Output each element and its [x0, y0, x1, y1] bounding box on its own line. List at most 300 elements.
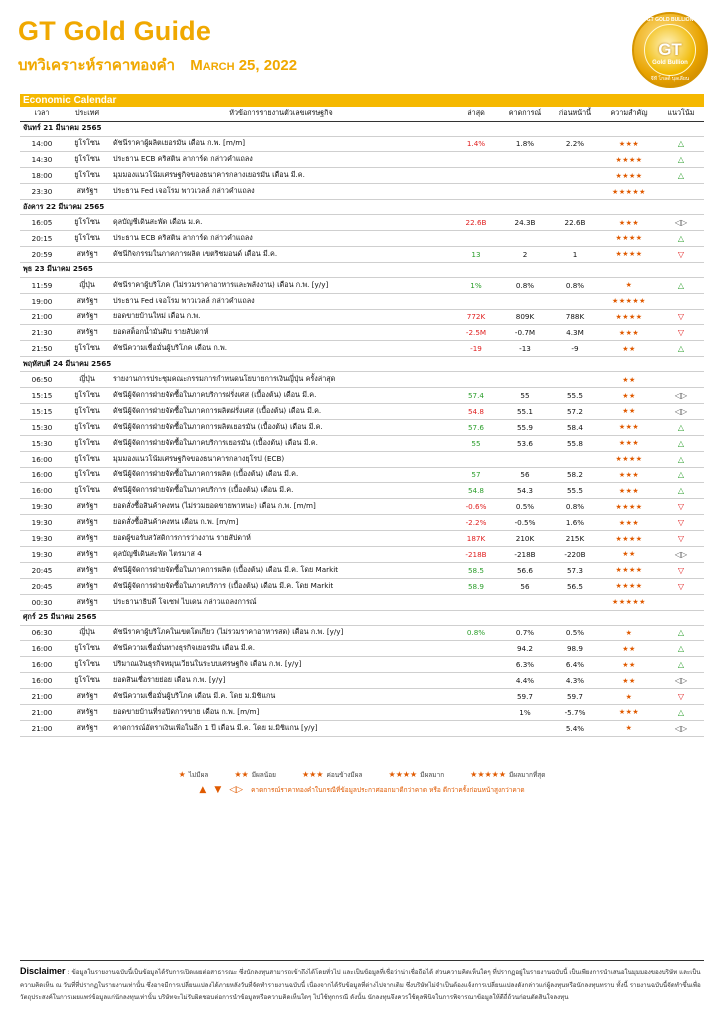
report-subtitle [18, 53, 708, 77]
event-importance-stars: ★★★★ [600, 451, 658, 467]
event-actual [452, 720, 500, 736]
event-country: ยูโรโซน [64, 168, 110, 184]
event-actual [452, 293, 500, 309]
event-importance-stars: ★★★★ [600, 578, 658, 594]
event-country: ยูโรโซน [64, 641, 110, 657]
report-header [18, 16, 708, 86]
event-forecast: 809K [500, 309, 550, 325]
event-importance-stars: ★★★★★ [600, 184, 658, 200]
event-previous: 0.8% [550, 277, 600, 293]
col-actual: ล่าสุด [452, 107, 500, 121]
event-previous: 55.5 [550, 388, 600, 404]
event-title: ดัชนีราคาผู้ผลิตเยอรมัน เดือน ก.พ. [m/m] [110, 136, 452, 152]
trend-neutral-icon: ◁▷ [674, 676, 688, 686]
event-time: 14:30 [20, 152, 64, 168]
event-trend [658, 578, 704, 594]
event-country: สหรัฐฯ [64, 325, 110, 341]
event-previous: 215K [550, 531, 600, 547]
trend-up-icon: △ [677, 707, 685, 717]
trend-down-icon: ▽ [677, 249, 685, 259]
event-time: 20:45 [20, 578, 64, 594]
event-time: 16:00 [20, 467, 64, 483]
trend-down-icon: ▽ [677, 502, 685, 512]
legend-stars: ★★ [234, 770, 249, 779]
event-previous: 4.3% [550, 673, 600, 689]
event-title: ดัชนีผู้จัดการฝ่ายจัดซื้อในภาคการผลิตเยอรมัน (เบื้องต้น) เดือน มี.ค. [110, 419, 452, 435]
event-trend [658, 230, 704, 246]
trend-up-icon: △ [677, 171, 685, 181]
report-title: GT Gold Guide [18, 16, 212, 46]
logo-ring-bottom: จีที โกลด์ บุลเลียน [650, 76, 690, 82]
event-trend [658, 467, 704, 483]
trend-neutral-icon: ◁▷ [674, 391, 688, 401]
event-previous [550, 230, 600, 246]
trend-neutral-icon: ◁▷ [674, 406, 688, 416]
col-importance: ความสำคัญ [600, 107, 658, 121]
event-country: ยูโรโซน [64, 341, 110, 357]
event-actual [452, 689, 500, 705]
event-trend [658, 483, 704, 499]
trend-up-icon: △ [677, 628, 685, 638]
trend-down-icon: ▽ [677, 312, 685, 322]
event-previous: 22.6B [550, 215, 600, 231]
event-previous: -220B [550, 546, 600, 562]
subtitle-thai: บทวิเคราะห์ราคาทองคำ [18, 56, 176, 74]
event-previous: 2.2% [550, 136, 600, 152]
event-previous [550, 372, 600, 388]
trend-neutral-icon: ◁▷ [674, 218, 688, 227]
event-actual: 54.8 [452, 483, 500, 499]
event-title: ดัชนีผู้จัดการฝ่ายจัดซื้อในภาคบริการ (เบื้องต้น) เดือน มี.ค. โดย Markit [110, 578, 452, 594]
event-trend [658, 388, 704, 404]
event-previous [550, 184, 600, 200]
trend-down-icon: ▽ [677, 518, 685, 528]
event-importance-stars: ★★★★ [600, 562, 658, 578]
event-importance-stars: ★★★ [600, 435, 658, 451]
event-time: 15:15 [20, 388, 64, 404]
event-country: ญี่ปุ่น [64, 277, 110, 293]
event-time: 19:30 [20, 499, 64, 515]
event-title: รายงานการประชุมคณะกรรมการกำหนดนโยบายการเงินญี่ปุ่น ครั้งล่าสุด [110, 372, 452, 388]
event-actual: 187K [452, 531, 500, 547]
trend-up-icon: △ [677, 660, 685, 670]
event-trend [658, 435, 704, 451]
event-time: 16:00 [20, 483, 64, 499]
day-label: พุธ 23 มีนาคม 2565 [20, 262, 704, 277]
event-importance-stars: ★★ [600, 641, 658, 657]
trend-down-icon: ▽ [677, 581, 685, 591]
event-title: ดัชนีผู้จัดการฝ่ายจัดซื้อในภาคการผลิตฝรั่งเศส (เบื้องต้น) เดือน มี.ค. [110, 403, 452, 419]
table-row [20, 578, 704, 594]
event-time: 16:00 [20, 451, 64, 467]
event-importance-stars: ★★★ [600, 136, 658, 152]
event-time: 19:30 [20, 515, 64, 531]
event-time: 23:30 [20, 184, 64, 200]
event-title: ดัชนีผู้จัดการฝ่ายจัดซื้อในภาคการผลิต (เบื้องต้น) เดือน มี.ค. โดย Markit [110, 562, 452, 578]
event-actual: 57 [452, 467, 500, 483]
trend-up-icon: △ [677, 139, 685, 149]
event-trend [658, 673, 704, 689]
event-actual: 57.6 [452, 419, 500, 435]
event-time: 21:00 [20, 705, 64, 721]
event-trend [658, 136, 704, 152]
event-title: ดัชนีความเชื่อมั่นผู้บริโภค เดือน มี.ค. โดย ม.มิชิแกน [110, 689, 452, 705]
event-previous: 57.3 [550, 562, 600, 578]
event-time: 06:50 [20, 372, 64, 388]
col-country: ประเทศ [64, 107, 110, 121]
event-country: ยูโรโซน [64, 136, 110, 152]
triangle-down-icon: ▼ [214, 785, 222, 795]
event-previous: 4.3M [550, 325, 600, 341]
disclaimer-text: : ข้อมูลในรายงานฉบับนี้เป็นข้อมูลได้รับการเปิดเผยต่อสาธารณะ ซึ่งนักลงทุนสามารถเข้าถึงได้โดยทั่วไป และเป็นข้อมูลที่เชื่อว่าน่าเชื่อถือได้ ส่วนความคิดเห็นใดๆ ที่ปรากฏอยู่ในรายงานฉบับนี้ เป็นเพียงการนำเสนอในมุมมองของบริษัท และเป็นความคิดเห็น ณ วันที่ที่ปรากฏในรายงานเท่านั้น ซึ่งอาจมีการเปลี่ยนแปลงได้ภายหลังวันที่จัดทำรายงานฉบับนี้ เนื่องจากได้รับข้อมูลที่ต่างไปจากเดิม ซึ่งบริษัทไม่จำเป็นต้องแจ้งการเปลี่ยนแปลงดังกล่าวแก่ผู้ลงทุนหรือนักลงทุนทราบ ทั้งนี้ รายงานฉบับนี้จัดทำขึ้นเพื่อวัตถุประสงค์ในการเผยแพร่ข้อมูลแก่นักลงทุนเท่านั้น บริษัทจะไม่รับผิดชอบต่อการนำข้อมูลหรือความคิดเห็นใดๆ ไปใช้ทุกกรณี ดังนั้น นักลงทุนจึงควรใช้ดุลพินิจในการพิจารณาข้อมูลให้ดีถี่ถ้วนก่อนตัดสินใจลงทุน [20, 969, 701, 1001]
gt-gold-bullion-logo [632, 12, 708, 88]
event-title: ยอดสต็อกน้ำมันดิบ รายสัปดาห์ [110, 325, 452, 341]
event-country: สหรัฐฯ [64, 309, 110, 325]
table-row [20, 309, 704, 325]
event-title: ดัชนีความเชื่อมั่นทางธุรกิจเยอรมัน เดือน มี.ค. [110, 641, 452, 657]
event-forecast: 55.1 [500, 403, 550, 419]
event-previous: 55.8 [550, 435, 600, 451]
legend-label: มีผลน้อย [251, 771, 276, 779]
table-row [20, 625, 704, 641]
table-row [20, 531, 704, 547]
event-trend [658, 403, 704, 419]
trend-down-icon: ▽ [677, 565, 685, 575]
bidirectional-arrow-icon: ◁▷ [229, 785, 244, 795]
event-title: ยอดผู้ขอรับสวัสดิการการว่างงาน รายสัปดาห์ [110, 531, 452, 547]
table-row [20, 372, 704, 388]
event-country: ยูโรโซน [64, 467, 110, 483]
event-trend [658, 419, 704, 435]
event-trend [658, 705, 704, 721]
event-title: ดัชนีผู้จัดการฝ่ายจัดซื้อในภาคบริการเยอรมัน (เบื้องต้น) เดือน มี.ค. [110, 435, 452, 451]
event-trend [658, 657, 704, 673]
event-time: 19:30 [20, 546, 64, 562]
event-actual: 22.6B [452, 215, 500, 231]
legend-arrows-note: คาดการณ์ราคาทองคำในกรณีที่ข้อมูลประกาศออกมาดีกว่าคาด หรือ ดีกว่าครั้งก่อนหน้าสูงกว่าคาด [251, 786, 525, 794]
event-previous: 55.5 [550, 483, 600, 499]
event-actual [452, 641, 500, 657]
table-row [20, 483, 704, 499]
event-importance-stars: ★★★★ [600, 531, 658, 547]
event-forecast [500, 184, 550, 200]
event-country: ญี่ปุ่น [64, 625, 110, 641]
event-trend [658, 184, 704, 200]
event-importance-stars: ★★★★ [600, 152, 658, 168]
event-trend [658, 215, 704, 231]
event-trend [658, 277, 704, 293]
event-title: ประธาน Fed เจอโรม พาวเวลล์ กล่าวคำแถลง [110, 184, 452, 200]
event-previous [550, 152, 600, 168]
event-title: ประธาน ECB คริสติน ลาการ์ด กล่าวคำแถลง [110, 230, 452, 246]
trend-up-icon: △ [677, 438, 685, 448]
event-country: สหรัฐฯ [64, 720, 110, 736]
legend-level [302, 770, 363, 780]
day-label: อังคาร 22 มีนาคม 2565 [20, 200, 704, 215]
event-country: ยูโรโซน [64, 435, 110, 451]
event-trend [658, 451, 704, 467]
economic-calendar [20, 94, 704, 737]
event-forecast: 2 [500, 246, 550, 262]
event-trend [658, 168, 704, 184]
event-forecast: 0.8% [500, 277, 550, 293]
event-importance-stars: ★★★★★ [600, 293, 658, 309]
table-row [20, 293, 704, 309]
col-forecast: คาดการณ์ [500, 107, 550, 121]
event-actual: -2.2% [452, 515, 500, 531]
event-time: 21:30 [20, 325, 64, 341]
event-importance-stars: ★★★ [600, 483, 658, 499]
event-time: 20:15 [20, 230, 64, 246]
event-time: 16:00 [20, 641, 64, 657]
table-row [20, 136, 704, 152]
event-country: ญี่ปุ่น [64, 372, 110, 388]
event-time: 20:45 [20, 562, 64, 578]
event-forecast: 24.3B [500, 215, 550, 231]
event-forecast: 0.5% [500, 499, 550, 515]
table-row [20, 451, 704, 467]
event-time: 15:15 [20, 403, 64, 419]
event-title: ประธาน Fed เจอโรม พาวเวลล์ กล่าวคำแถลง [110, 293, 452, 309]
event-forecast: 54.3 [500, 483, 550, 499]
table-row [20, 184, 704, 200]
event-title: ประธานาธิบดี โจเซฟ ไบเดน กล่าวแถลงการณ์ [110, 594, 452, 610]
calendar-title: Economic Calendar [20, 94, 704, 107]
event-country: สหรัฐฯ [64, 705, 110, 721]
event-country: สหรัฐฯ [64, 594, 110, 610]
event-actual [452, 372, 500, 388]
event-trend [658, 152, 704, 168]
legend-label: ไม่มีผล [188, 771, 209, 779]
event-forecast: 56 [500, 578, 550, 594]
table-row [20, 388, 704, 404]
table-row [20, 230, 704, 246]
event-importance-stars: ★ [600, 720, 658, 736]
event-forecast [500, 720, 550, 736]
event-importance-stars: ★★★ [600, 705, 658, 721]
event-trend [658, 641, 704, 657]
event-actual: 0.8% [452, 625, 500, 641]
table-row [20, 641, 704, 657]
event-forecast [500, 451, 550, 467]
event-forecast: -218B [500, 546, 550, 562]
table-row [20, 246, 704, 262]
event-country: ยูโรโซน [64, 230, 110, 246]
event-actual [452, 673, 500, 689]
event-importance-stars: ★ [600, 277, 658, 293]
table-row [20, 673, 704, 689]
event-forecast [500, 230, 550, 246]
event-importance-stars: ★★ [600, 372, 658, 388]
event-time: 19:30 [20, 531, 64, 547]
event-forecast: -0.5% [500, 515, 550, 531]
table-row [20, 277, 704, 293]
event-forecast: 1% [500, 705, 550, 721]
event-previous: 98.9 [550, 641, 600, 657]
legend-level [179, 770, 209, 780]
event-previous [550, 168, 600, 184]
event-importance-stars: ★★★ [600, 467, 658, 483]
event-actual [452, 152, 500, 168]
table-row [20, 720, 704, 736]
event-importance-stars: ★★★ [600, 419, 658, 435]
event-country: ยูโรโซน [64, 483, 110, 499]
event-actual: -0.6% [452, 499, 500, 515]
event-importance-stars: ★★ [600, 546, 658, 562]
event-trend [658, 625, 704, 641]
trend-up-icon: △ [677, 155, 685, 165]
day-label: พฤหัสบดี 24 มีนาคม 2565 [20, 357, 704, 372]
trend-up-icon: △ [677, 454, 685, 464]
table-row [20, 499, 704, 515]
event-trend [658, 531, 704, 547]
event-previous: 57.2 [550, 403, 600, 419]
event-actual: 58.5 [452, 562, 500, 578]
event-trend [658, 594, 704, 610]
event-forecast: -13 [500, 341, 550, 357]
event-previous: 5.4% [550, 720, 600, 736]
event-title: ยอดสั่งซื้อสินค้าคงทน เดือน ก.พ. [m/m] [110, 515, 452, 531]
calendar-header-row [20, 107, 704, 121]
event-trend [658, 309, 704, 325]
event-time: 00:30 [20, 594, 64, 610]
legend-stars: ★★★★★ [470, 770, 507, 779]
event-trend [658, 499, 704, 515]
event-importance-stars: ★★ [600, 388, 658, 404]
event-time: 21:00 [20, 309, 64, 325]
col-trend: แนวโน้ม [658, 107, 704, 121]
event-trend [658, 246, 704, 262]
event-importance-stars: ★★ [600, 341, 658, 357]
event-importance-stars: ★★★★★ [600, 594, 658, 610]
event-previous [550, 451, 600, 467]
event-importance-stars: ★★★ [600, 515, 658, 531]
event-country: สหรัฐฯ [64, 499, 110, 515]
event-title: มุมมองแนวโน้มเศรษฐกิจของธนาคารกลางเยอรมัน เดือน มี.ค. [110, 168, 452, 184]
event-title: ยอดขายบ้านที่รอปิดการขาย เดือน ก.พ. [m/m] [110, 705, 452, 721]
table-row [20, 168, 704, 184]
report-date: March 25, 2022 [190, 57, 298, 74]
event-country: สหรัฐฯ [64, 184, 110, 200]
event-previous [550, 594, 600, 610]
event-forecast: -0.7M [500, 325, 550, 341]
event-title: ดัชนีผู้จัดการฝ่ายจัดซื้อในภาคบริการ (เบื้องต้น) เดือน มี.ค. [110, 483, 452, 499]
event-importance-stars: ★★★★ [600, 499, 658, 515]
event-time: 21:00 [20, 720, 64, 736]
event-importance-stars: ★★★★ [600, 168, 658, 184]
event-importance-stars: ★★ [600, 403, 658, 419]
table-row [20, 341, 704, 357]
event-actual: 1% [452, 277, 500, 293]
table-row [20, 152, 704, 168]
event-country: สหรัฐฯ [64, 515, 110, 531]
logo-sub-text: Gold Bullion [652, 60, 688, 66]
event-title: ยอดขายบ้านใหม่ เดือน ก.พ. [110, 309, 452, 325]
event-forecast: 55.9 [500, 419, 550, 435]
event-title: ดัชนีกิจกรรมในภาคการผลิต เขตริชมอนด์ เดือน มี.ค. [110, 246, 452, 262]
event-trend [658, 515, 704, 531]
event-previous: 0.8% [550, 499, 600, 515]
event-actual: 772K [452, 309, 500, 325]
trend-up-icon: △ [677, 280, 685, 290]
event-importance-stars: ★★★★ [600, 309, 658, 325]
event-actual [452, 168, 500, 184]
event-time: 15:30 [20, 435, 64, 451]
table-row [20, 419, 704, 435]
table-row [20, 467, 704, 483]
legend-level [470, 770, 545, 780]
event-country: ยูโรโซน [64, 657, 110, 673]
event-forecast: 6.3% [500, 657, 550, 673]
event-previous: 1 [550, 246, 600, 262]
event-forecast [500, 293, 550, 309]
legend-stars: ★★★★ [388, 770, 418, 779]
logo-main-text: GT [658, 40, 682, 59]
trend-down-icon: ▽ [677, 692, 685, 702]
event-previous: 1.6% [550, 515, 600, 531]
event-forecast: 53.6 [500, 435, 550, 451]
event-previous: -9 [550, 341, 600, 357]
event-trend [658, 293, 704, 309]
importance-legend [20, 770, 704, 795]
legend-stars: ★ [178, 770, 186, 779]
event-country: สหรัฐฯ [64, 293, 110, 309]
table-row [20, 546, 704, 562]
event-trend [658, 562, 704, 578]
table-row [20, 657, 704, 673]
event-trend [658, 720, 704, 736]
table-row [20, 215, 704, 231]
event-country: ยูโรโซน [64, 388, 110, 404]
event-forecast [500, 372, 550, 388]
event-title: มุมมองแนวโน้มเศรษฐกิจของธนาคารกลางยุโรป (ECB) [110, 451, 452, 467]
table-row [20, 515, 704, 531]
logo-inner-disc [644, 24, 696, 76]
legend-level [389, 770, 445, 780]
event-importance-stars: ★ [600, 625, 658, 641]
event-previous: 0.5% [550, 625, 600, 641]
event-time: 16:05 [20, 215, 64, 231]
event-actual: -218B [452, 546, 500, 562]
event-actual: 55 [452, 435, 500, 451]
event-country: ยูโรโซน [64, 451, 110, 467]
col-time: เวลา [20, 107, 64, 121]
event-actual: 57.4 [452, 388, 500, 404]
legend-stars: ★★★ [301, 770, 324, 779]
event-time: 14:00 [20, 136, 64, 152]
event-time: 21:00 [20, 689, 64, 705]
disclaimer [20, 960, 704, 1005]
event-actual: -2.5M [452, 325, 500, 341]
event-time: 20:59 [20, 246, 64, 262]
event-time: 21:50 [20, 341, 64, 357]
event-forecast: 1.8% [500, 136, 550, 152]
col-previous: ก่อนหน้านี้ [550, 107, 600, 121]
event-country: สหรัฐฯ [64, 689, 110, 705]
event-title: ประธาน ECB คริสติน ลาการ์ด กล่าวคำแถลง [110, 152, 452, 168]
event-title: ปริมาณเงินธุรกิจหมุนเวียนในระบบเศรษฐกิจ เดือน ก.พ. [y/y] [110, 657, 452, 673]
trend-up-icon: △ [677, 486, 685, 496]
table-row [20, 705, 704, 721]
event-trend [658, 341, 704, 357]
event-country: สหรัฐฯ [64, 578, 110, 594]
trend-up-icon: △ [677, 644, 685, 654]
event-country: สหรัฐฯ [64, 531, 110, 547]
legend-level [234, 770, 276, 780]
table-row [20, 689, 704, 705]
trend-neutral-icon: ◁▷ [674, 723, 688, 733]
event-trend [658, 546, 704, 562]
